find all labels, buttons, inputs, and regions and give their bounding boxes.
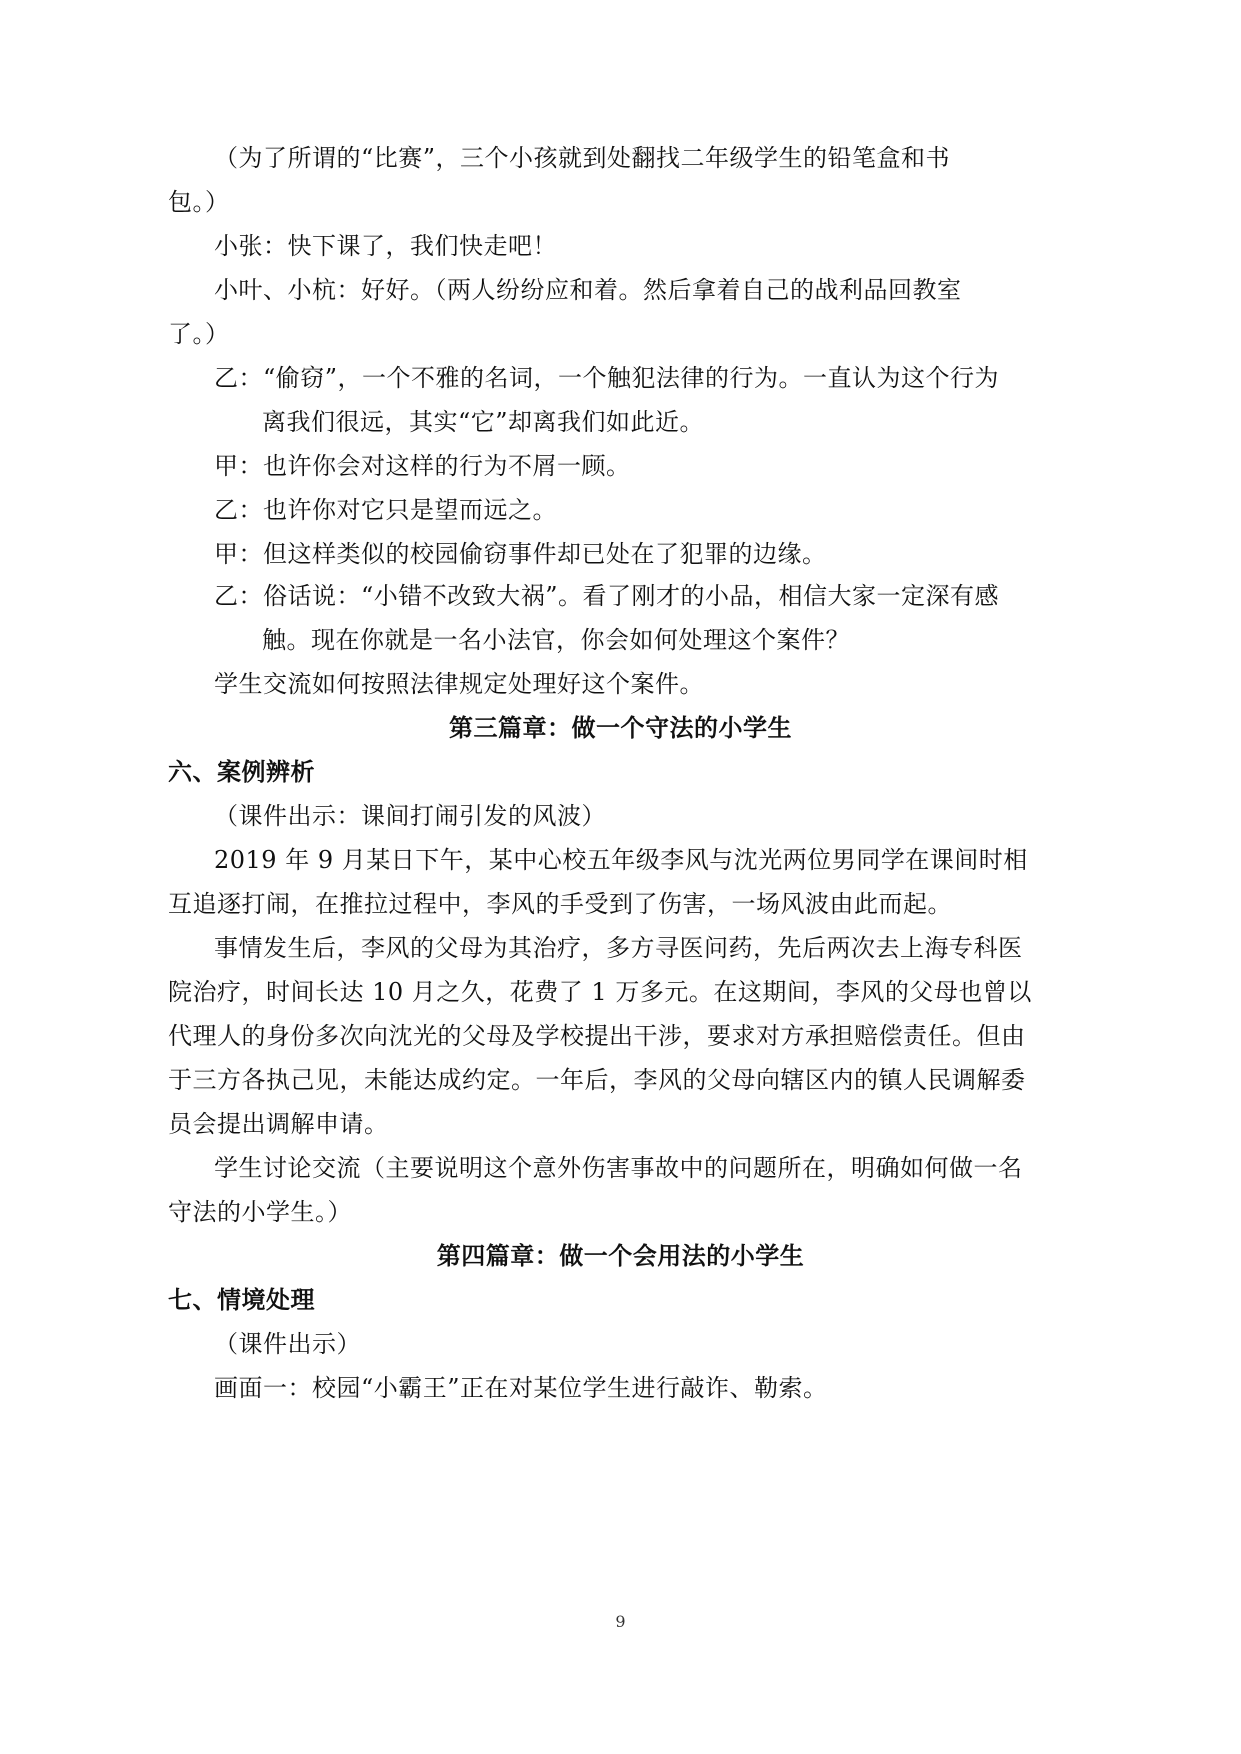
dialogue-line: 乙：“偷窃”，一个不雅的名词，一个触犯法律的行为。一直认为这个行为 [214, 364, 1000, 392]
dialogue-line: 小张：快下课了，我们快走吧！ [214, 232, 557, 260]
paragraph-line: （为了所谓的“比赛”，三个小孩就到处翻找二年级学生的铅笔盒和书 [214, 144, 951, 172]
chapter-heading: 第三篇章：做一个守法的小学生 [449, 714, 792, 742]
paragraph-line: 学生讨论交流（主要说明这个意外伤害事故中的问题所在，明确如何做一名 [214, 1154, 1023, 1182]
paragraph-line: 2019 年 9 月某日下午，某中心校五年级李风与沈光两位男同学在课间时相 [214, 846, 1028, 874]
paragraph-line: （课件出示：课间打闹引发的风波） [214, 802, 606, 830]
dialogue-line: 触。现在你就是一名小法官，你会如何处理这个案件？ [262, 626, 850, 654]
paragraph-line: （课件出示） [214, 1330, 361, 1358]
dialogue-line: 乙：也许你对它只是望而远之。 [214, 496, 557, 524]
dialogue-line: 乙：俗话说：“小错不改致大祸”。看了刚才的小品，相信大家一定深有感 [214, 582, 1000, 610]
dialogue-line: 了。） [168, 320, 230, 348]
paragraph-line: 画面一：校园“小霸王”正在对某位学生进行敲诈、勒索。 [214, 1374, 828, 1402]
paragraph-line: 事情发生后，李风的父母为其治疗，多方寻医问药，先后两次去上海专科医 [214, 934, 1023, 962]
paragraph-line: 员会提出调解申请。 [168, 1110, 389, 1138]
section-heading: 七、情境处理 [168, 1286, 315, 1314]
chapter-heading: 第四篇章：做一个会用法的小学生 [436, 1242, 805, 1270]
page-number: 9 [615, 1612, 626, 1631]
paragraph-line: 于三方各执己见，未能达成约定。一年后，李风的父母向辖区内的镇人民调解委 [168, 1066, 1026, 1094]
paragraph-line: 互追逐打闹，在推拉过程中，李风的手受到了伤害，一场风波由此而起。 [168, 890, 952, 918]
dialogue-line: 离我们很远，其实“它”却离我们如此近。 [262, 408, 705, 436]
section-heading: 六、案例辨析 [168, 758, 315, 786]
paragraph-line: 学生交流如何按照法律规定处理好这个案件。 [214, 670, 704, 698]
dialogue-line: 甲：但这样类似的校园偷窃事件却已处在了犯罪的边缘。 [214, 540, 827, 568]
dialogue-line: 甲：也许你会对这样的行为不屑一顾。 [214, 452, 631, 480]
dialogue-line: 小叶、小杭：好好。（两人纷纷应和着。然后拿着自己的战利品回教室 [214, 276, 962, 304]
paragraph-line: 守法的小学生。） [168, 1198, 352, 1226]
paragraph-line: 代理人的身份多次向沈光的父母及学校提出干涉，要求对方承担赔偿责任。但由 [168, 1022, 1026, 1050]
paragraph-line: 包。） [168, 188, 230, 216]
paragraph-line: 院治疗，时间长达 10 月之久，花费了 1 万多元。在这期间，李风的父母也曾以 [168, 978, 1032, 1006]
